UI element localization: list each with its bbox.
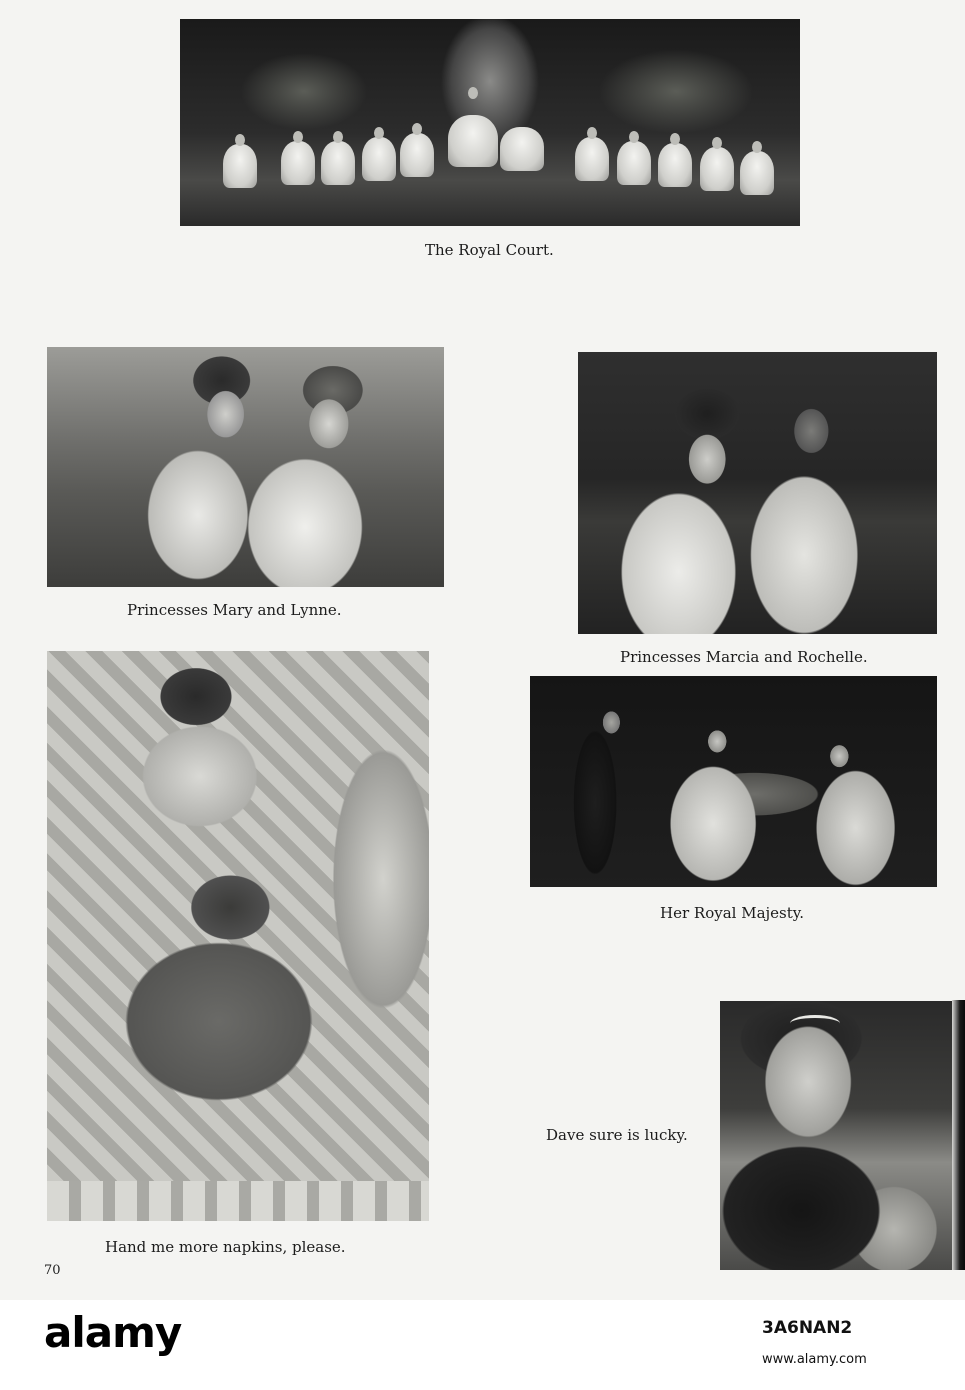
court-member-head: [587, 127, 597, 139]
caption-majesty: Her Royal Majesty.: [660, 904, 805, 922]
royal-court-photo: [180, 19, 800, 226]
princesses-mary-lynne-photo: [47, 347, 444, 587]
queen-gown: [448, 115, 498, 167]
tiara-icon: [790, 1015, 840, 1032]
image-id: 3A6NAN2: [762, 1318, 853, 1338]
court-member: [700, 147, 734, 191]
court-member-head: [412, 123, 422, 135]
page-number: 70: [44, 1263, 61, 1278]
royal-majesty-photo: [530, 676, 937, 887]
court-member-head: [670, 133, 680, 145]
court-member-head: [235, 134, 245, 146]
court-member-head: [374, 127, 384, 139]
napkins-photo: [47, 651, 429, 1221]
court-member-head: [712, 137, 722, 149]
court-member: [321, 141, 355, 185]
court-member: [500, 127, 544, 171]
court-member: [617, 141, 651, 185]
queen-head: [468, 87, 478, 99]
court-member: [281, 141, 315, 185]
caption-dave: Dave sure is lucky.: [546, 1126, 688, 1144]
court-member: [223, 144, 257, 188]
court-member-head: [293, 131, 303, 143]
court-member: [400, 133, 434, 177]
caption-napkins: Hand me more napkins, please.: [105, 1238, 346, 1256]
court-member-head: [629, 131, 639, 143]
court-member-head: [333, 131, 343, 143]
caption-mary-lynne: Princesses Mary and Lynne.: [127, 601, 342, 619]
alamy-url: www.alamy.com: [762, 1352, 867, 1367]
caption-royal-court: The Royal Court.: [425, 241, 554, 259]
queen-portrait-photo: [720, 1001, 952, 1270]
court-member: [740, 151, 774, 195]
page-edge-shadow: [952, 1000, 965, 1270]
court-member: [362, 137, 396, 181]
caption-marcia-rochelle: Princesses Marcia and Rochelle.: [620, 648, 868, 666]
court-member-head: [752, 141, 762, 153]
court-member: [575, 137, 609, 181]
princesses-marcia-rochelle-photo: [578, 352, 937, 634]
alamy-logo: alamy: [44, 1308, 182, 1357]
court-member: [658, 143, 692, 187]
